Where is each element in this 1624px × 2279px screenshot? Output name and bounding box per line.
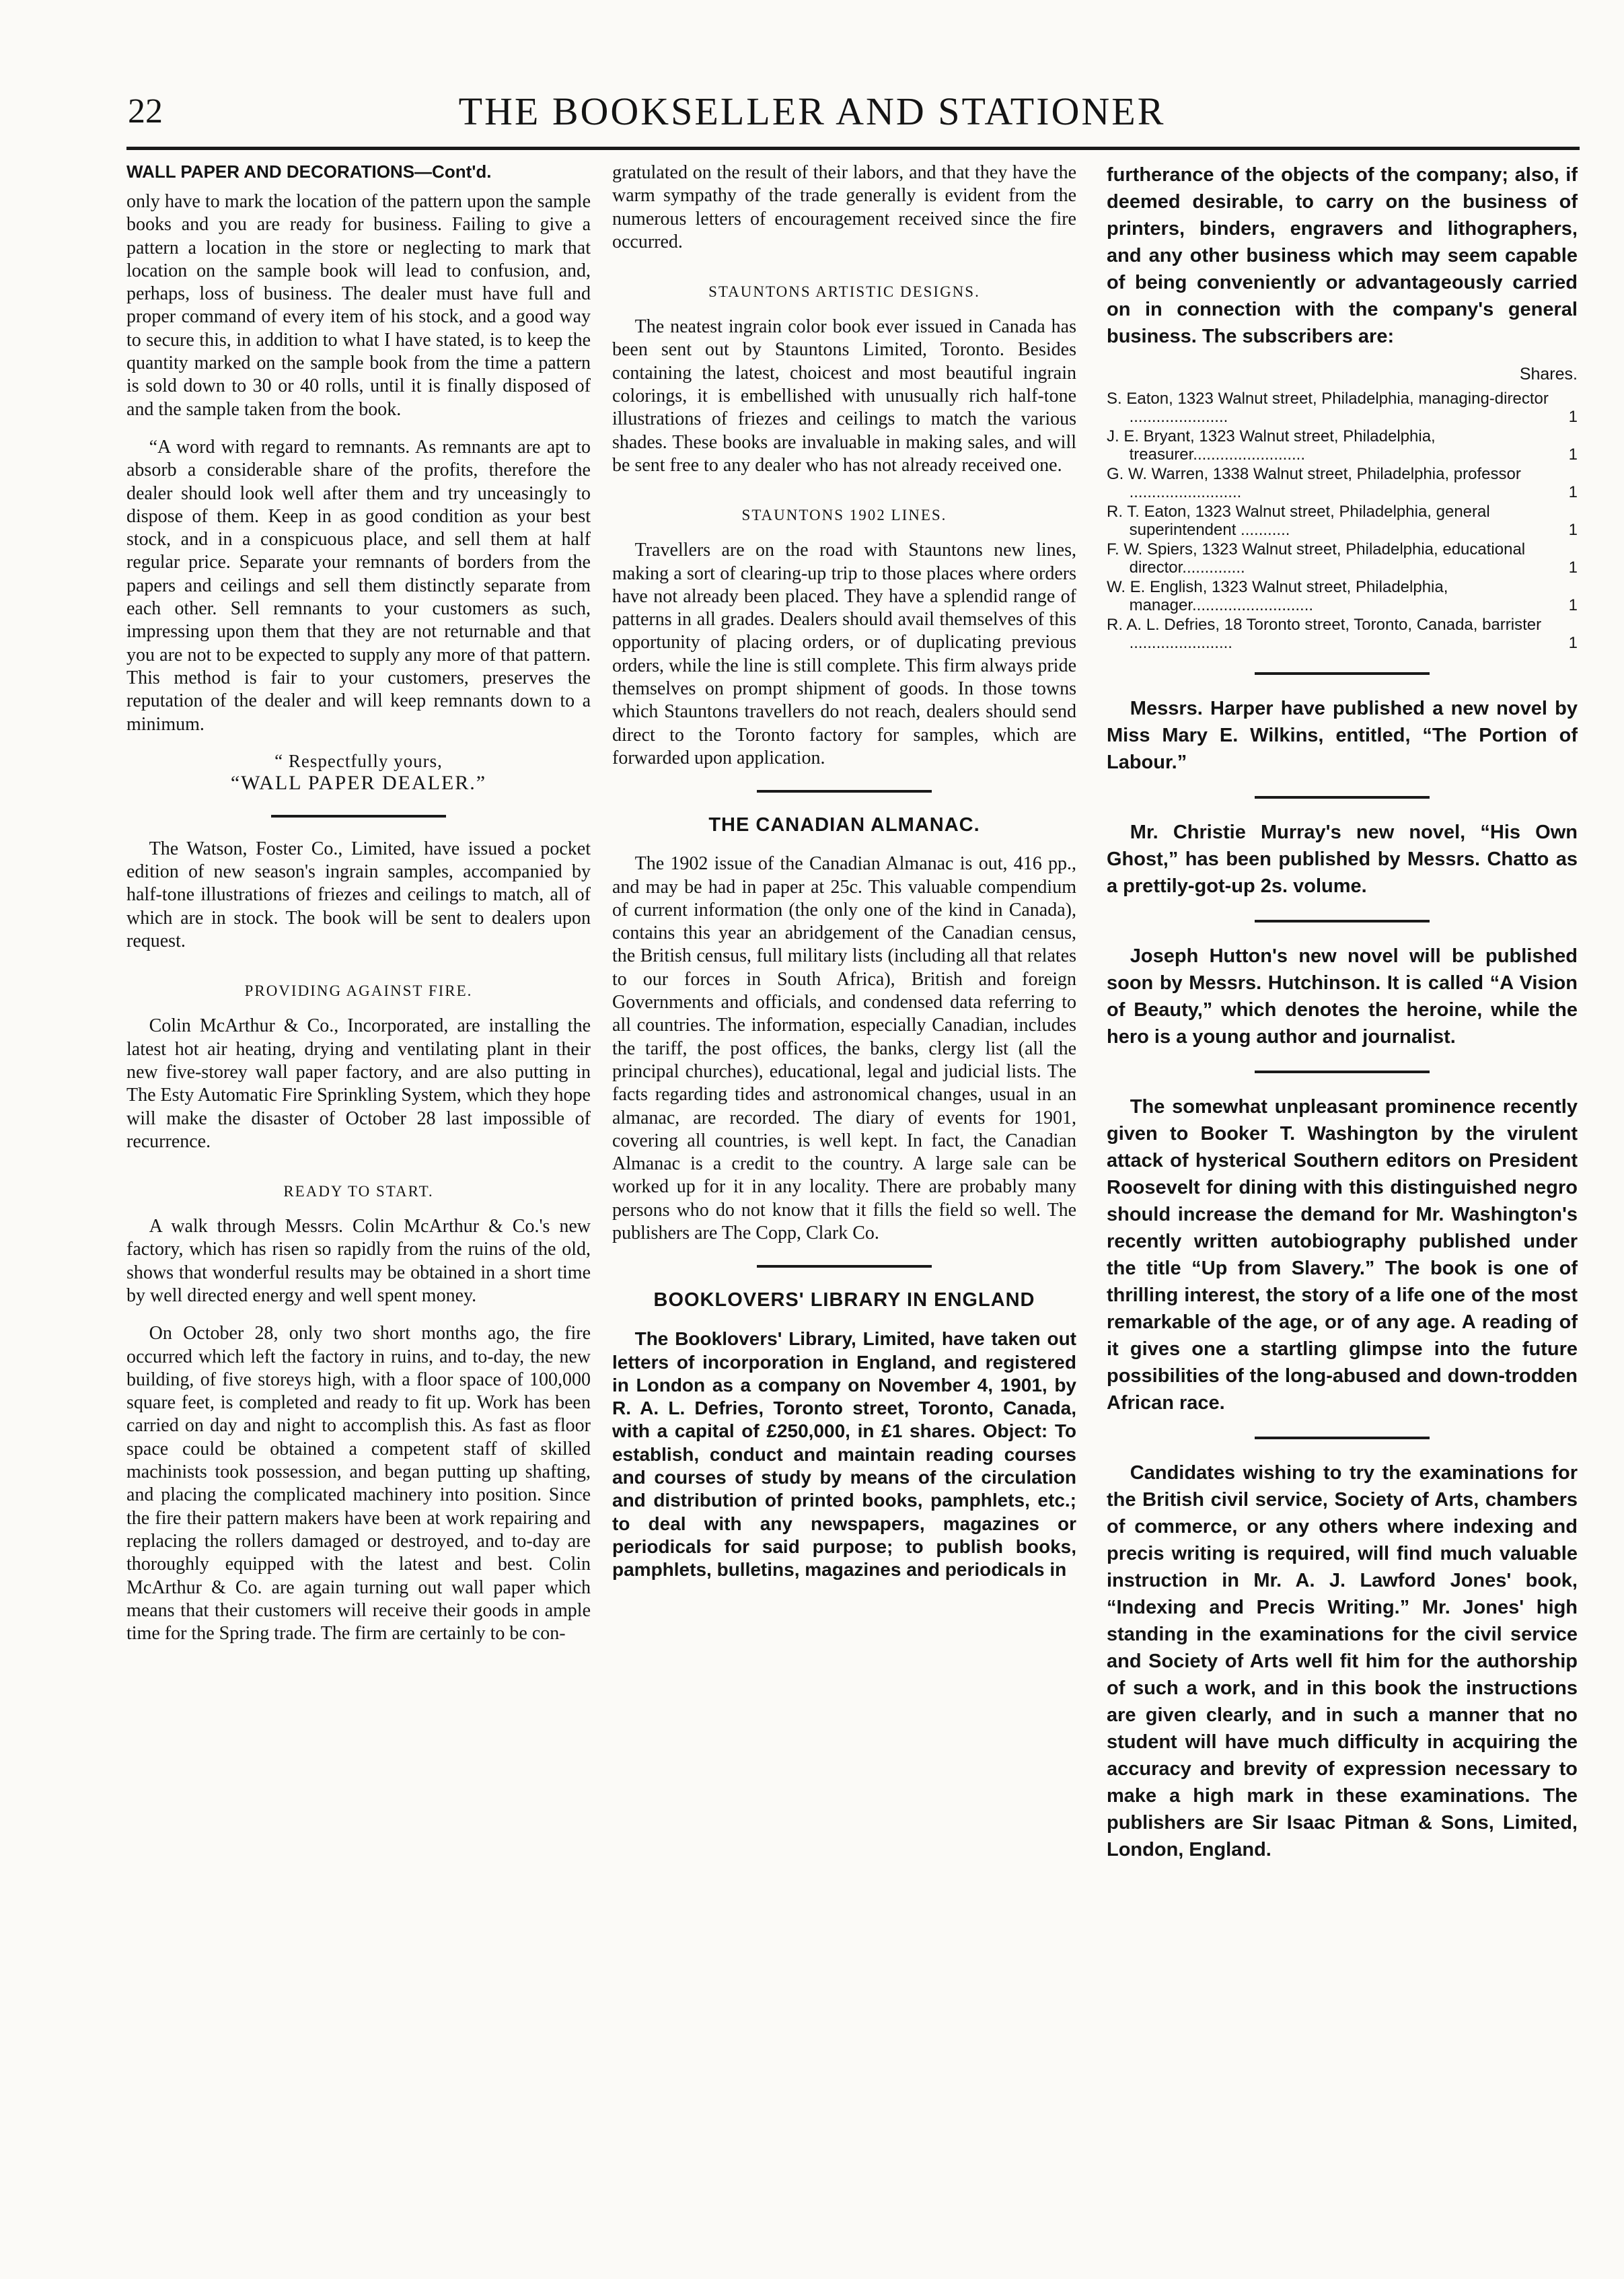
column-1 [126, 161, 591, 1660]
header-rule [126, 147, 1580, 150]
masthead-title: THE BOOKSELLER AND STATIONER [458, 89, 1166, 133]
subscriber-row: J. E. Bryant, 1323 Walnut street, Philadelphia, treasurer......................... 1 [1107, 427, 1578, 464]
pitman-paragraph: Candidates wishing to try the examinations for the British civil service, Society of Arts, chambers of commerce, or any others where indexing and precis writing is required, will find much valuable instruction in Mr. A. J. Lawford Jones' book, “Indexing and Precis Writing.” Mr. Jones' high standing in the examinations for the civil service and Society of Arts well fit him for the authorship of such a work, and in this book the instructions are given clearly, and in such a manner that no student will have much difficulty in acquiring the accuracy and brevity of expression necessary to make a high mark in these examinations. The publishers are Sir Isaac Pitman & Sons, Limited, London, England. [1107, 1462, 1578, 1860]
letter-closing: “ Respectfully yours, [274, 750, 443, 771]
objects-paragraph: furtherance of the objects of the company; also, if deemed desirable, to carry on the business of printers, binders, engravers and lithographers, and any other business which may seem capable of being conveniently or advantageously carried on in connection with the company's general business. The subscribers are: [1107, 164, 1578, 347]
factory-rebuild-paragraph: On October 28, only two short months ago, the fire occurred which left the factory in ruins, and to-day, the new building, of five storeys high, with a floor space of 100,000 square feet, is completed and ready to fit up. Work has been carried on day and night to accomplish this. As fast as floor space could be obtained a competent staff of skilled machinists took possession, and began putting up shafting, and placing the complicated machinery into position. Since the fire their pattern makers have been at work repairing and replacing the rollers damaged or destroyed, and to-day are thoroughly equipped with the latest and best. Colin McArthur & Co. are again turning out wall paper which means that their customers will receive their goods in ample time for the Spring trade. The firm are certainly to be con- [126, 1323, 591, 1644]
subscriber-row: S. Eaton, 1323 Walnut street, Philadelphia, managing-director ...................... 1 [1107, 390, 1578, 426]
stauntons-designs-paragraph: The neatest ingrain color book ever issued in Canada has been sent out by Stauntons Limited, Toronto. Besides containing the latest, choicest and most beautiful ingrain colorings, it is embellished with unusually rich half-tone illustrations of friezes and ceilings to match the various shades. These books are invaluable in making sales, and will be sent free to any dealer who has not already received one. [612, 316, 1076, 476]
christie-murray-paragraph: Mr. Christie Murray's new novel, “His Own Ghost,” has been published by Messrs. Chatto as a prettily-got-up 2s. volume. [1107, 822, 1578, 897]
booklovers-paragraph: The Booklovers' Library, Limited, have taken out letters of incorporation in England, and registered in London as a company on November 4, 1901, by R. A. L. Defries, Toronto street, Toronto, Canada, with a capital of £250,000, in £1 shares. Object: To establish, conduct and maintain reading courses and courses of study by means of the circulation and distribution of printed books, pamphlets, etc.; to deal with any newspapers, magazines or periodicals for said purpose; to publish books, pamphlets, bulletins, magazines and periodicals in [612, 1328, 1076, 1581]
wallpaper-continued-paragraph: only have to mark the location of the pattern upon the sample books and you are ready for business. Failing to give a pattern a location in the store or neglecting to mark that location on the sample book will lead to confusion, and, perhaps, loss of business. The dealer must have full and proper command of every item of his stock, and a good way to secure this, in addition to what I have stated, is to keep the quantity marked on the sample book from the time a pattern is sold down to 30 or 40 rolls, until it is finally disposed of and the sample taken from the book. [126, 191, 591, 420]
section-divider [757, 790, 932, 793]
washington-paragraph: The somewhat unpleasant prominence recently given to Booker T. Washington by the virulent attack of hysterical Southern editors on President Roosevelt for dining with this distinguished negro should increase the demand for Mr. Washington's recently written autobiography published under the title “Up from Slavery.” The book is one of thrilling interest, the story of a life one of the most remarkable of the age, or of any age. A reading of it gives one a startling glimpse into the future possibilities of the long-abused and down-trodden African race. [1107, 1096, 1578, 1414]
heading-stauntons-lines: STAUNTONS 1902 LINES. [741, 507, 947, 524]
subscriber-row: W. E. English, 1323 Walnut street, Philadelphia, manager........................... 1 [1107, 578, 1578, 614]
section-divider [1255, 1071, 1430, 1073]
hutton-paragraph: Joseph Hutton's new novel will be published soon by Messrs. Hutchinson. It is called “A Vision of Beauty,” which denotes the heroine, while the hero is a young author and journalist. [1107, 945, 1578, 1048]
letter-signature: “WALL PAPER DEALER.” [230, 771, 487, 794]
section-divider [1255, 796, 1430, 799]
subscriber-row: F. W. Spiers, 1323 Walnut street, Philadelphia, educational director.............. 1 [1107, 540, 1578, 577]
page-number: 22 [128, 92, 163, 131]
fire-paragraph: Colin McArthur & Co., Incorporated, are installing the latest hot air heating, drying and ventilating plant in their new five-storey wall paper factory, and are also putting in The Esty Automatic Fire Sprinkling System, which they hope will make the disaster of October 28 last impossible of recurrence. [126, 1015, 591, 1152]
column-3 [1107, 161, 1578, 1878]
heading-ready-to-start: READY TO START. [283, 1183, 434, 1200]
remnants-paragraph: “A word with regard to remnants. As remnants are apt to absorb a considerable share of the profits, therefore the dealer should look well after them and try unceasingly to dispose of them. Keep in as good condition as your best stock, and in a conspicuous place, and sell them at half regular price. Separate your remnants of borders from the papers and ceilings and sell them distinctly separate from each other. Sell remnants to your customers as such, impressing upon them that they are not returnable and that you are not to be expected to supply any more of that pattern. This method is fair to your customers, preserves the reputation of the dealer and will keep remnants down to a minimum. [126, 436, 591, 735]
harper-paragraph: Messrs. Harper have published a new novel by Miss Mary E. Wilkins, entitled, “The Portion of Labour.” [1107, 698, 1578, 773]
ready-paragraph: A walk through Messrs. Colin McArthur & Co.'s new factory, which has risen so rapidly from the ruins of the old, shows that wonderful results may be obtained in a short time by well directed energy and well spent money. [126, 1216, 591, 1306]
subscriber-list [1107, 390, 1578, 652]
subscriber-row: R. A. L. Defries, 18 Toronto street, Toronto, Canada, barrister ....................... 1 [1107, 616, 1578, 652]
stauntons-lines-paragraph: Travellers are on the road with Stauntons new lines, making a sort of clearing-up trip to those places where orders have not already been placed. They have a splendid range of patterns in all grades. Dealers should avail themselves of this opportunity of placing orders, or of duplicating previous orders, while the line is still complete. This firm always pride themselves on prompt shipment of goods. In those towns which Stauntons travellers do not reach, dealers should send direct to the Toronto factory for samples, which are forwarded upon application. [612, 540, 1076, 768]
subscriber-row: G. W. Warren, 1338 Walnut street, Philadelphia, professor ......................... 1 [1107, 465, 1578, 501]
heading-booklovers-library: BOOKLOVERS' LIBRARY IN ENGLAND [653, 1289, 1035, 1311]
congratulated-paragraph: gratulated on the result of their labors, and that they have the warm sympathy of the trade generally is evident from the numerous letters of encouragement received since the fire occurred. [612, 162, 1076, 252]
section-divider [1255, 1437, 1430, 1439]
heading-stauntons-designs: STAUNTONS ARTISTIC DESIGNS. [708, 283, 980, 301]
section-divider [1255, 672, 1430, 675]
running-head: WALL PAPER AND DECORATIONS—Cont'd. [126, 161, 492, 182]
column-2 [612, 161, 1076, 1597]
almanac-paragraph: The 1902 issue of the Canadian Almanac is out, 416 pp., and may be had in paper at 25c. This valuable compendium of current information (the only one of the kind in Canada), contains this year an abridgement of the Canadian census, the British census, full military lists (including all that relates to our forces in South Africa), British and foreign Governments and officials, and condensed data referring to all countries. The information, especially Canadian, includes the tariff, the post offices, the banks, clergy list (all the principal churches), educational, legal and judicial lists. The facts regarding tides and astronomical changes, usual in an almanac, are recorded. The diary of events for 1901, covering all countries, is well kept. In fact, the Canadian Almanac is a credit to the country. A large sale can be worked up for it in any locality. There are probably many persons who do not know that it fills the field so well. The publishers are The Copp, Clark Co. [612, 853, 1076, 1243]
shares-label: Shares. [1519, 365, 1578, 384]
section-divider [271, 815, 446, 818]
heading-providing-against-fire: PROVIDING AGAINST FIRE. [244, 982, 473, 1000]
section-divider [757, 1265, 932, 1268]
heading-canadian-almanac: THE CANADIAN ALMANAC. [708, 814, 980, 836]
section-divider [1255, 920, 1430, 923]
watson-foster-paragraph: The Watson, Foster Co., Limited, have issued a pocket edition of new season's ingrain samples, accompanied by half-tone illustrations of friezes and ceilings to match, all of which are in stock. The book will be sent to dealers upon request. [126, 838, 591, 952]
subscriber-row: R. T. Eaton, 1323 Walnut street, Philadelphia, general superintendent ........... 1 [1107, 503, 1578, 539]
